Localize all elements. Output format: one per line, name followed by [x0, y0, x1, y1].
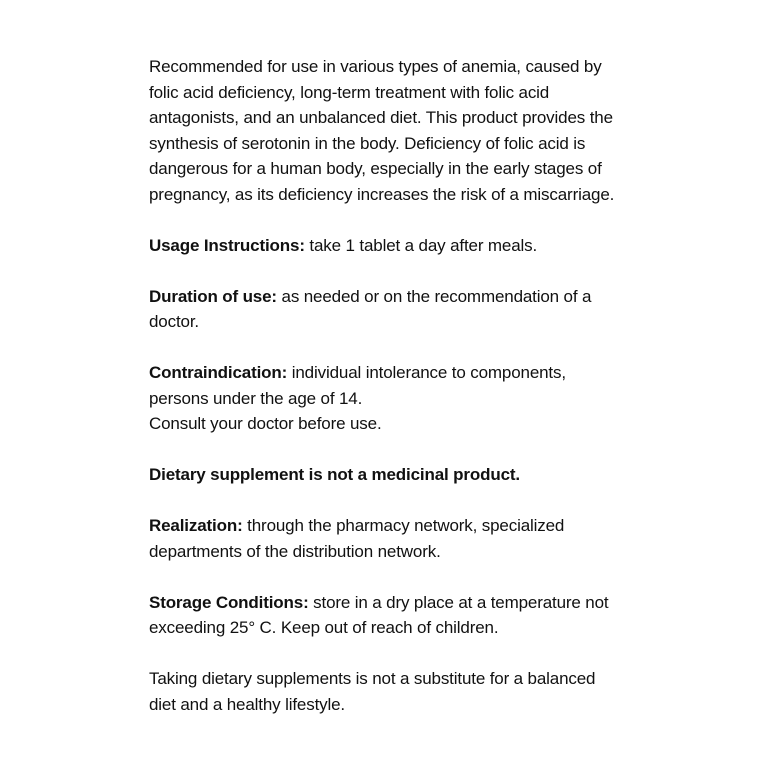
realization-label: Realization: — [149, 516, 243, 535]
usage-text: take 1 tablet a day after meals. — [304, 235, 538, 255]
supplement-notice: Dietary supplement is not a medicinal product. — [149, 465, 520, 484]
storage-conditions — [149, 590, 619, 641]
contraindication-text: individual intolerance to components, persons under the age of 14. — [149, 363, 566, 408]
storage-text: store in a dry place at a temperature not exceeding 25° C. Keep out of reach of children. — [149, 592, 609, 637]
contraindication — [149, 360, 619, 437]
product-description — [149, 54, 619, 743]
closing-paragraph: Taking dietary supplements is not a substitute for a balanced diet and a healthy lifestyle. — [149, 669, 596, 714]
consult-doctor-text: Consult your doctor before use. — [149, 414, 382, 433]
contraindication-label: Contraindication: — [149, 363, 288, 382]
duration-label: Duration of use: — [149, 286, 277, 306]
intro-paragraph: Recommended for use in various types of anemia, caused by folic acid deficiency, long-term treatment with folic acid antagonists, and an unbalanced diet. This product provides the synthesis of serotonin in the body. Deficiency of folic acid is dangerous for a human body, especially in the early stages of pregnancy, as its deficiency increases the risk of a miscarriage. — [149, 57, 615, 204]
duration-text: as needed or on the recommendation of a doctor. — [149, 286, 592, 331]
storage-label: Storage Conditions: — [149, 592, 309, 612]
usage-instructions — [149, 233, 619, 259]
realization — [149, 513, 619, 564]
duration-of-use — [149, 284, 619, 335]
realization-text: through the pharmacy network, specialized departments of the distribution network. — [149, 516, 565, 561]
usage-label: Usage Instructions: — [149, 235, 305, 255]
